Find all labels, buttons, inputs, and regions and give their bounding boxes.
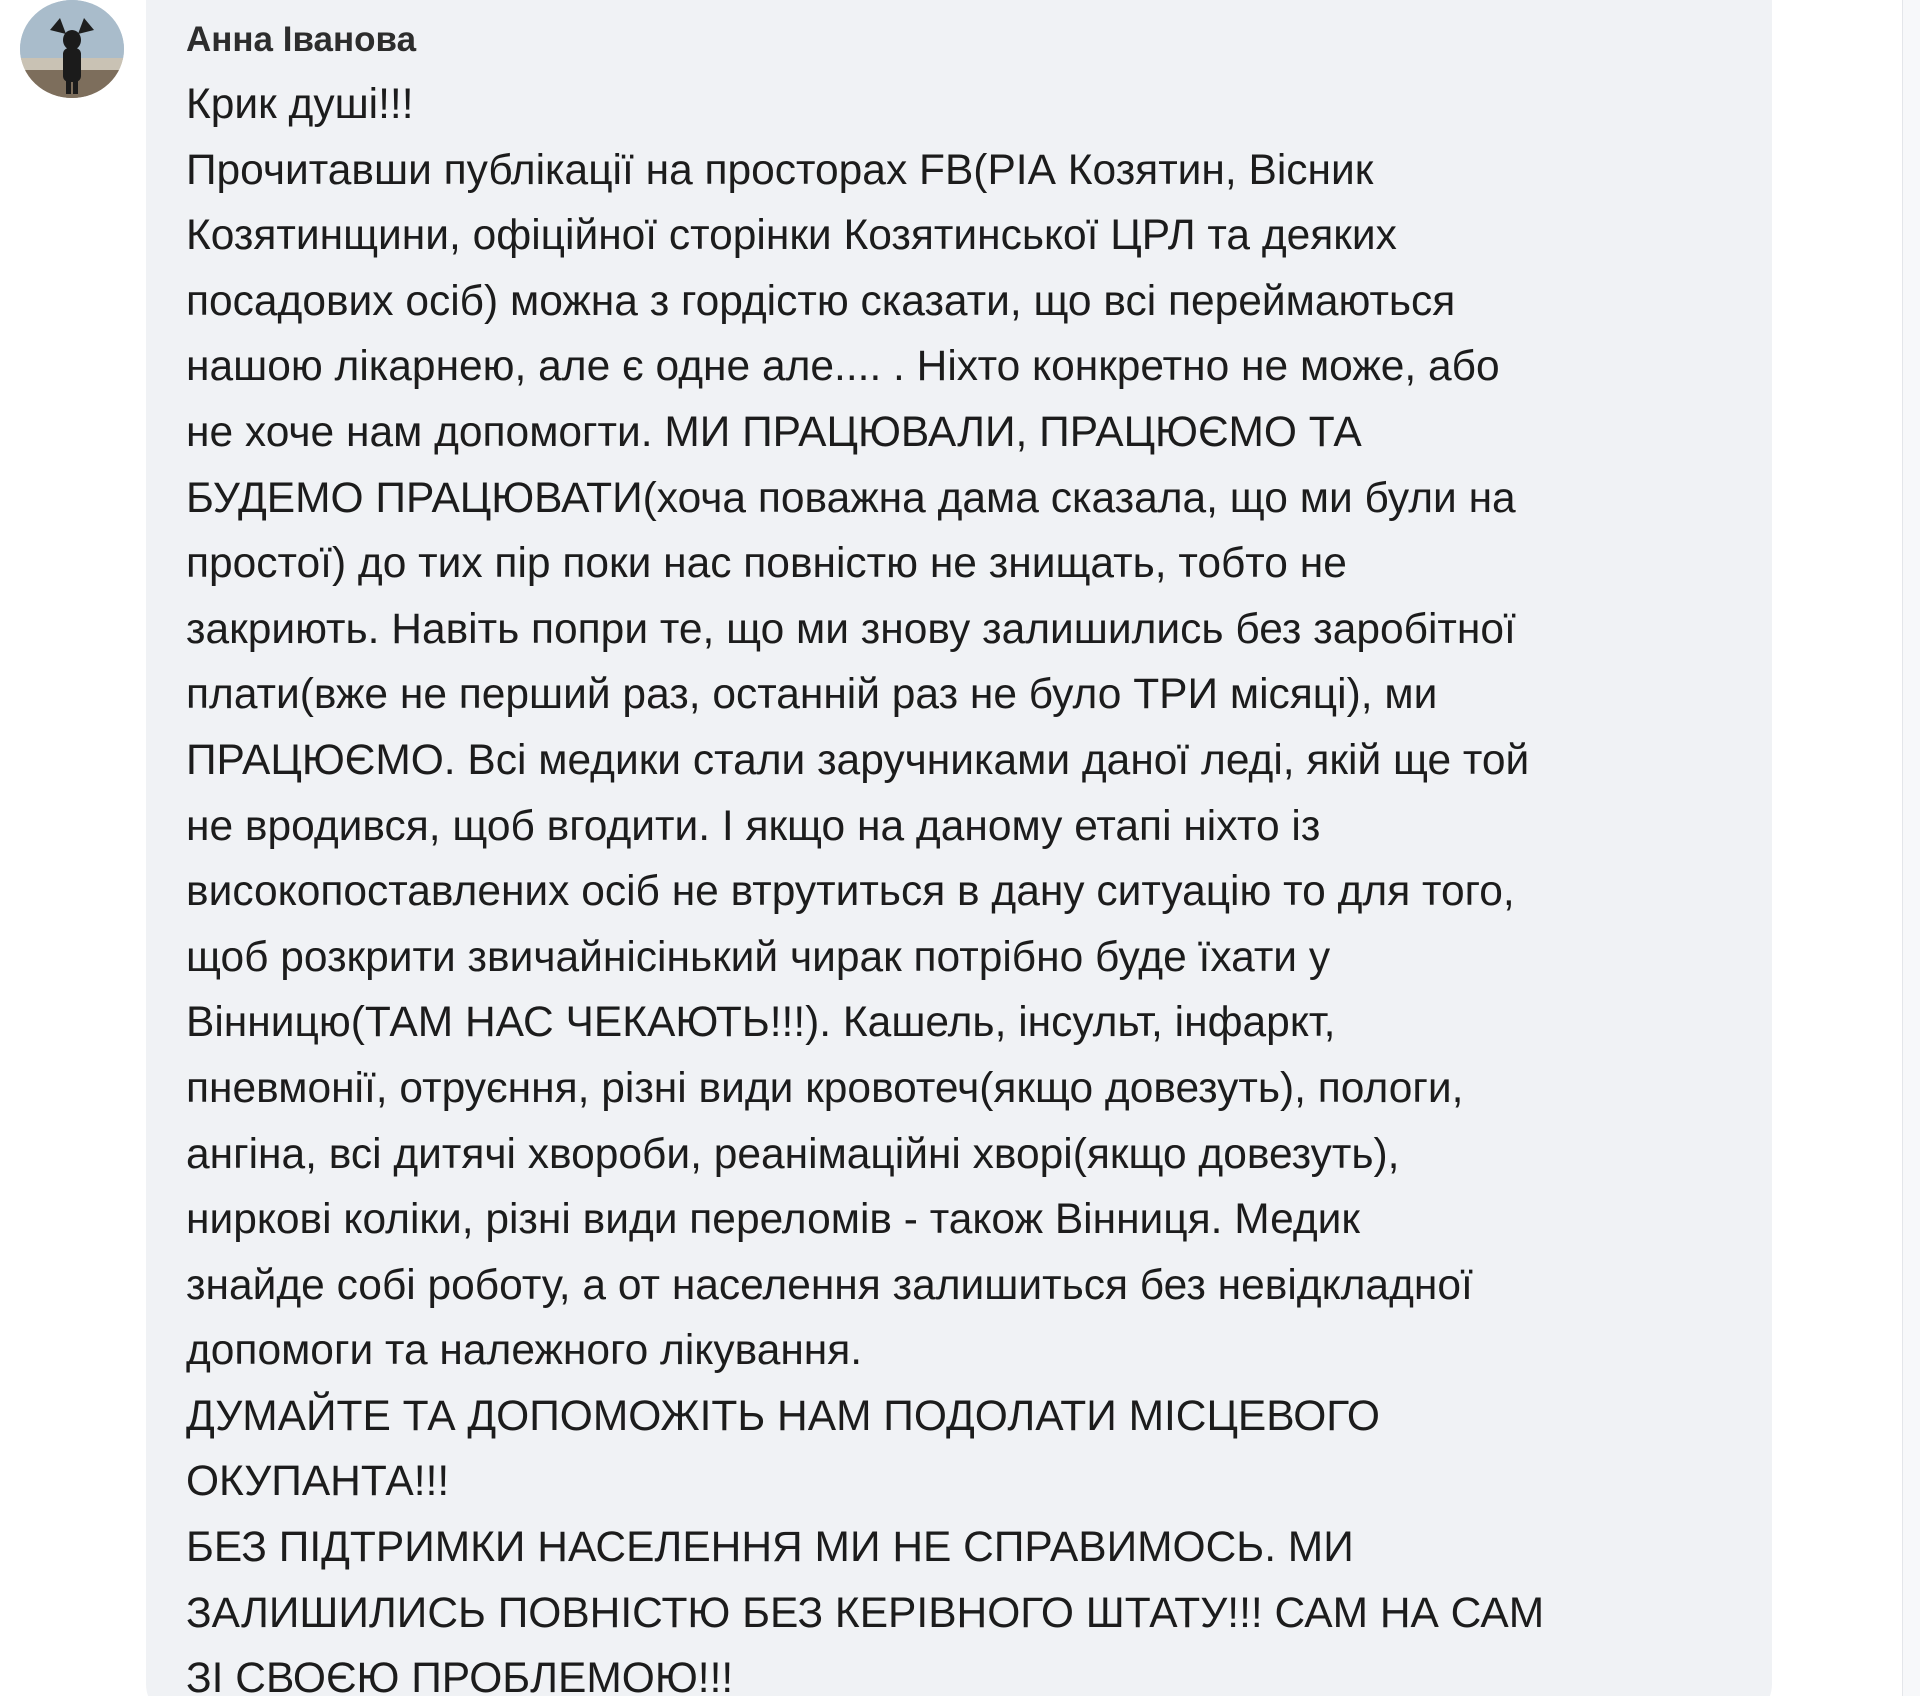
comment-line: плати(вже не перший раз, останній раз не було ТРИ місяці), ми <box>186 671 1438 719</box>
comment-line: ангіна, всі дитячі хвороби, реанімаційні хворі(якщо довезуть), <box>186 1130 1400 1178</box>
comment-line: щоб розкрити звичайнісінький чирак потрібно буде їхати у <box>186 933 1331 981</box>
comment-line: Козятинщини, офіційної сторінки Козятинської ЦРЛ та деяких <box>186 212 1397 260</box>
comment-author-name[interactable]: Анна Іванова <box>186 20 417 59</box>
comment-line: ОКУПАНТА!!! <box>186 1458 450 1506</box>
comment-line: ДУМАЙТЕ ТА ДОПОМОЖІТЬ НАМ ПОДОЛАТИ МІСЦЕВОГО <box>186 1392 1380 1440</box>
comment-line: простої) до тих пір поки нас повністю не знищать, тобто не <box>186 540 1347 588</box>
comment-line: Вінницю(ТАМ НАС ЧЕКАЮТЬ!!!). Кашель, інсульт, інфаркт, <box>186 999 1336 1047</box>
comment-line: високопоставлених осіб не втрутиться в дану ситуацію то для того, <box>186 868 1515 916</box>
comment-line: БУДЕМО ПРАЦЮВАТИ(хоча поважна дама сказала, що ми були на <box>186 474 1516 522</box>
comment-line: допомоги та належного лікування. <box>186 1327 863 1375</box>
comment-line: пневмонії, отруєння, різні види кровотеч(якщо довезуть), пологи, <box>186 1064 1464 1112</box>
comment-line: Прочитавши публікації на просторах FB(РІА Козятин, Вісник <box>186 146 1374 194</box>
avatar-photo-icon <box>20 0 124 98</box>
comment-line: БЕЗ ПІДТРИМКИ НАСЕЛЕННЯ МИ НЕ СПРАВИМОСЬ. МИ <box>186 1524 1354 1572</box>
comment-text <box>186 72 1746 1696</box>
comment-line: ниркові коліки, різні види переломів - також Вінниця. Медик <box>186 1196 1360 1244</box>
comment-line: знайде собі роботу, а от населення залишиться без невідкладної <box>186 1261 1473 1309</box>
comment-line: не вродився, щоб вгодити. І якщо на даному етапі ніхто із <box>186 802 1321 850</box>
page-edge-scroll-area <box>1902 0 1920 1696</box>
comment-line: ЗІ СВОЄЮ ПРОБЛЕМОЮ!!! <box>186 1655 734 1696</box>
comment-line: посадових осіб) можна з гордістю сказати, що всі переймаються <box>186 277 1456 325</box>
comment-line: закриють. Навіть попри те, що ми знову залишились без заробітної <box>186 605 1516 653</box>
comment-line: ЗАЛИШИЛИСЬ ПОВНІСТЮ БЕЗ КЕРІВНОГО ШТАТУ!!! САМ НА САМ <box>186 1589 1545 1637</box>
comment-line: не хоче нам допомогти. МИ ПРАЦЮВАЛИ, ПРАЦЮЄМО ТА <box>186 408 1362 456</box>
user-avatar-icon[interactable] <box>20 0 124 98</box>
comment-line: Крик душі!!! <box>186 81 414 128</box>
comment-line: нашою лікарнею, але є одне але.... . Ніхто конкретно не може, або <box>186 343 1500 391</box>
comment-line: ПРАЦЮЄМО. Всі медики стали заручниками даної леді, якій ще той <box>186 736 1530 784</box>
